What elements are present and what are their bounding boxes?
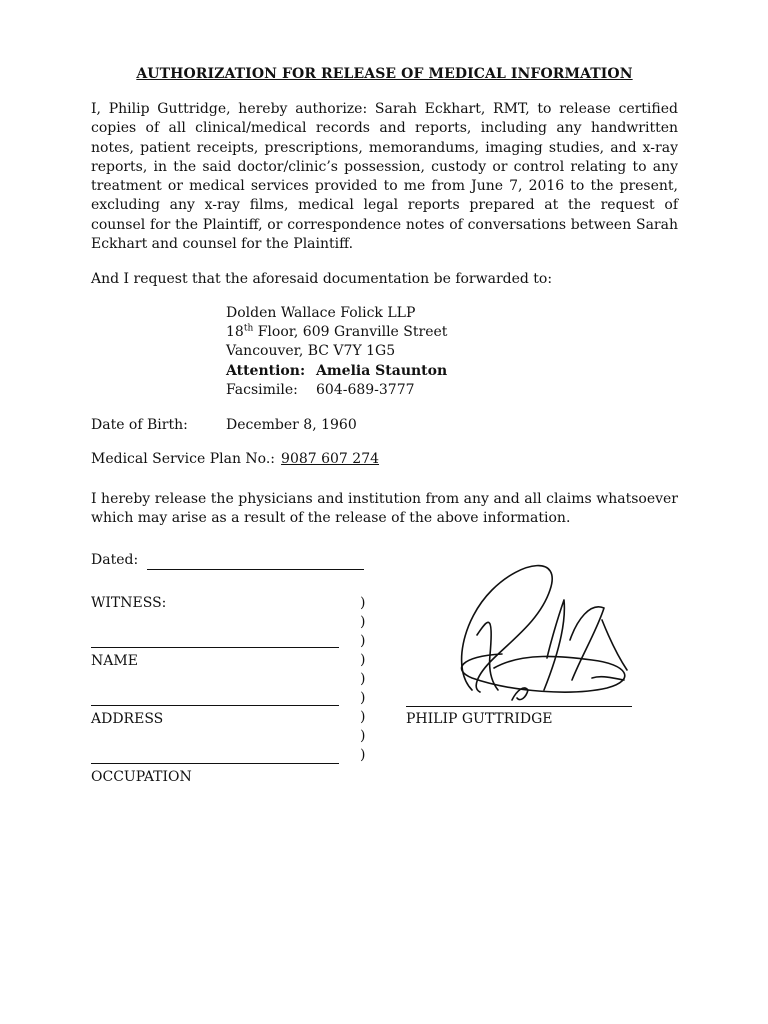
- dob-value: December 8, 1960: [226, 417, 357, 434]
- date-of-birth-row: [91, 416, 678, 435]
- city-line: Vancouver, BC V7Y 1G5: [226, 343, 396, 360]
- paren: ): [360, 652, 366, 668]
- document-title: AUTHORIZATION FOR RELEASE OF MEDICAL INFORMATION: [136, 66, 633, 82]
- signatory-name: PHILIP GUTTRIDGE: [406, 711, 553, 727]
- fax-value: 604-689-3777: [316, 381, 415, 398]
- msp-value: 9087 607 274: [281, 451, 380, 468]
- dated-label: Dated:: [91, 551, 139, 568]
- paren: ): [360, 690, 366, 706]
- witness-label: WITNESS:: [91, 595, 167, 611]
- paren: ): [360, 633, 366, 649]
- msp-row: [91, 450, 678, 469]
- release-paragraph: I hereby release the physicians and institution from any and all claims whatsoever which may arise as a result of the release of the above information.: [91, 491, 678, 527]
- witness-line: [91, 647, 339, 648]
- floor-number: 18: [226, 323, 244, 340]
- paren: ): [360, 747, 366, 763]
- attention-row: [226, 362, 678, 381]
- handwritten-signature-icon: [432, 560, 642, 710]
- name-line: [91, 705, 339, 706]
- paren: ): [360, 709, 366, 725]
- msp-label: Medical Service Plan No.:: [91, 451, 276, 468]
- paren: ): [360, 728, 366, 744]
- name-label: NAME: [91, 653, 138, 669]
- floor-suffix: th: [243, 323, 254, 334]
- occupation-label: OCCUPATION: [91, 769, 192, 785]
- address-line: [91, 763, 339, 764]
- street-line: Floor, 609 Granville Street: [253, 323, 448, 340]
- fax-row: [226, 381, 678, 400]
- attention-label: Attention:: [226, 362, 306, 379]
- dated-line: [147, 555, 364, 570]
- attention-value: Amelia Staunton: [316, 362, 448, 379]
- paren: ): [360, 614, 366, 630]
- street-address: [226, 323, 678, 342]
- document-body: [91, 66, 678, 570]
- dob-label: Date of Birth:: [91, 417, 188, 434]
- paren: ): [360, 671, 366, 687]
- forwarding-address: [226, 304, 678, 400]
- address-label: ADDRESS: [91, 711, 164, 727]
- fax-label: Facsimile:: [226, 381, 298, 398]
- firm-name: Dolden Wallace Folick LLP: [226, 304, 416, 321]
- authorization-paragraph: I, Philip Guttridge, hereby authorize: Sarah Eckhart, RMT, to release certified copies of all clinical/medical records and reports, including any handwritten notes, patient receipts, prescriptions, memorandums, imaging studies, and x-ray reports, in the said doctor/clinic’s possession, custody or control relating to any treatment or medical services provided to me from June 7, 2016 to the present, excluding any x-ray films, medical legal reports prepared at the request of counsel for the Plaintiff, or correspondence notes of conversations between Sarah Eckhart and counsel for the Plaintiff.: [91, 101, 678, 253]
- forward-request: And I request that the aforesaid documentation be forwarded to:: [91, 271, 553, 288]
- paren: ): [360, 595, 366, 611]
